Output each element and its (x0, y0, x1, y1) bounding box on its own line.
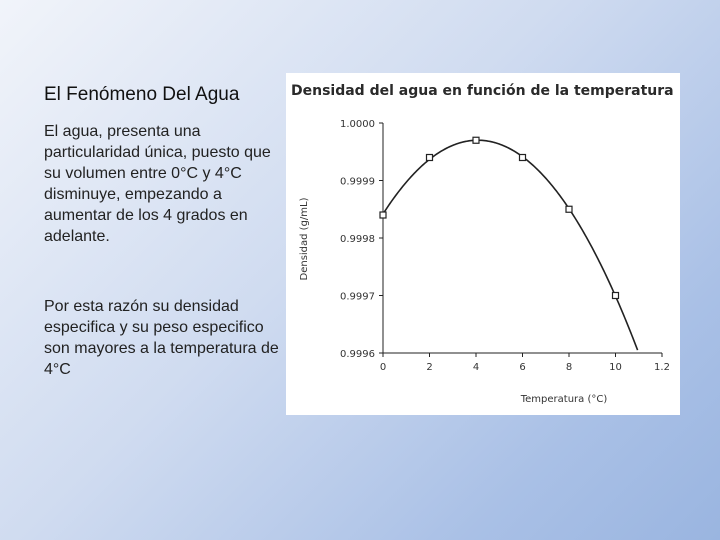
data-point-marker (566, 206, 572, 212)
chart-title: Densidad del agua en función de la temperatura (291, 83, 674, 99)
x-axis-label: Temperatura (°C) (520, 394, 608, 405)
y-tick-label: 0.9998 (340, 234, 375, 245)
data-point-marker (380, 212, 386, 218)
x-tick-label: 0 (379, 362, 387, 373)
y-tick-label: 0.9997 (340, 291, 375, 303)
y-tick-label: 1.0000 (340, 119, 375, 130)
x-tick-label: 2 (426, 362, 433, 373)
x-tick-label: 8 (565, 362, 573, 373)
y-tick-label: 0.9996 (340, 349, 375, 360)
data-point-marker (613, 293, 619, 299)
data-point-marker (520, 155, 526, 161)
slide-title: El Fenómeno Del Agua (44, 84, 240, 105)
density-chart (286, 73, 680, 415)
density-chart-panel (286, 73, 680, 415)
y-axis-label: Densidad (g/mL) (299, 197, 310, 281)
body-paragraph-volume: El agua, presenta una particularidad única, puesto que su volumen entre 0°C y 4°C disminuye, empezando a aumentar de los 4 grados en adelante. (44, 123, 271, 245)
data-point-marker (473, 137, 479, 143)
x-tick-label: 6 (519, 362, 526, 373)
data-markers (380, 137, 619, 298)
y-tick-label: 0.9999 (340, 176, 375, 188)
body-paragraph-density: Por esta razón su densidad especifica y su peso especifico son mayores a la temperatura de 4°C (44, 298, 279, 378)
density-curve (383, 140, 638, 350)
x-tick-label: 10 (609, 362, 622, 373)
x-tick-label: 4 (472, 362, 480, 373)
x-ticks (380, 353, 670, 373)
y-ticks (340, 119, 383, 360)
data-point-marker (427, 155, 433, 161)
x-tick-label: 1.2 (654, 362, 670, 373)
